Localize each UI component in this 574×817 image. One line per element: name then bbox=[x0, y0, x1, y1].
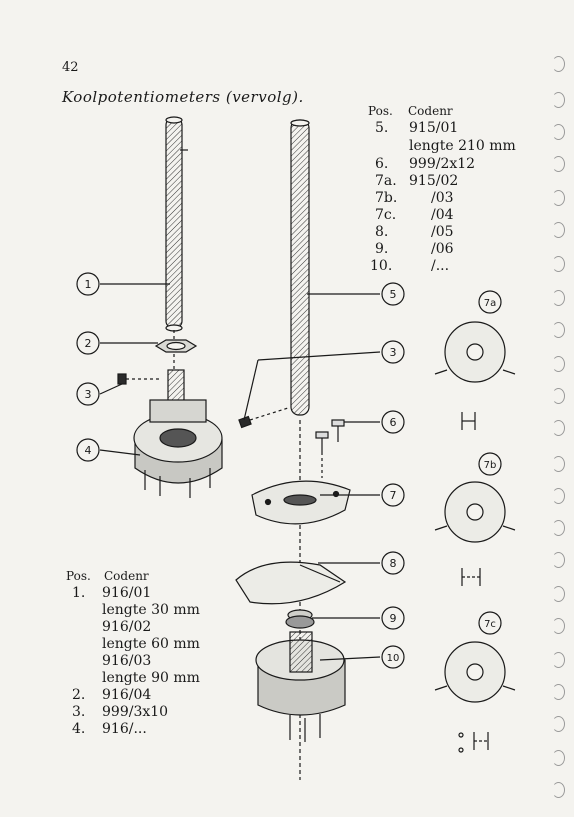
row-pos: 7b. bbox=[375, 190, 398, 206]
row-code: 916/04 bbox=[102, 687, 152, 703]
row-pos: 7c. bbox=[375, 207, 397, 223]
row-code: 915/02 bbox=[409, 173, 459, 189]
row-code: 916/01 bbox=[102, 585, 152, 601]
callout-label: 4 bbox=[84, 444, 92, 457]
row-code: /06 bbox=[431, 241, 454, 257]
page-title: Koolpotentiometers (vervolg). bbox=[62, 88, 304, 106]
row-pos: 10. bbox=[370, 258, 393, 274]
row-pos: 5. bbox=[375, 120, 389, 136]
variant-7b-view bbox=[435, 482, 515, 586]
binder-holes bbox=[548, 0, 568, 817]
row-code: 916/... bbox=[102, 721, 147, 737]
row-pos: 8. bbox=[375, 224, 389, 240]
callout-label: 5 bbox=[389, 288, 397, 301]
callout-label: 7b bbox=[483, 460, 497, 471]
contact-spring bbox=[286, 610, 314, 628]
short-spindle bbox=[166, 117, 188, 331]
page-number: 42 bbox=[62, 60, 79, 75]
callout-label: 6 bbox=[389, 416, 397, 429]
row-code: 916/03 bbox=[102, 653, 152, 669]
row-pos: 6. bbox=[375, 156, 389, 172]
row-code: 999/3x10 bbox=[102, 704, 169, 720]
row-code: /03 bbox=[431, 190, 454, 206]
small-screw bbox=[118, 374, 160, 384]
bottom-table-header-pos: Pos. bbox=[66, 569, 91, 583]
callout-label: 8 bbox=[389, 557, 397, 570]
callout-label: 9 bbox=[389, 612, 397, 625]
potentiometer-body-small bbox=[134, 370, 222, 498]
row-code: 915/01 bbox=[409, 120, 459, 136]
variant-7a-view bbox=[435, 322, 515, 430]
variant-7c-view bbox=[435, 642, 515, 752]
row-code: lengte 90 mm bbox=[102, 670, 200, 686]
row-code: lengte 210 mm bbox=[409, 138, 516, 154]
callout-label: 3 bbox=[389, 346, 397, 359]
mounting-plate bbox=[252, 481, 350, 524]
row-code: 916/02 bbox=[102, 619, 152, 635]
top-table-header-pos: Pos. bbox=[368, 104, 393, 118]
top-table-header-code: Codenr bbox=[408, 104, 453, 118]
callout-label: 1 bbox=[84, 278, 92, 291]
hex-nut bbox=[156, 340, 196, 352]
row-code: 999/2x12 bbox=[409, 156, 476, 172]
resistance-disc bbox=[236, 562, 345, 604]
row-pos: 7a. bbox=[375, 173, 397, 189]
row-pos: 4. bbox=[72, 721, 86, 737]
row-code: lengte 60 mm bbox=[102, 636, 200, 652]
row-code: /04 bbox=[431, 207, 454, 223]
row-pos: 1. bbox=[72, 585, 86, 601]
callout-label: 7c bbox=[484, 619, 496, 630]
row-pos: 3. bbox=[72, 704, 86, 720]
row-code: /05 bbox=[431, 224, 454, 240]
callout-label: 7 bbox=[389, 489, 397, 502]
callout-label: 10 bbox=[386, 653, 400, 664]
long-spindle bbox=[291, 120, 309, 415]
callout-label: 2 bbox=[84, 337, 92, 350]
row-code: lengte 30 mm bbox=[102, 602, 200, 618]
bottom-table-header-code: Codenr bbox=[104, 569, 149, 583]
row-code: /... bbox=[431, 258, 450, 274]
row-pos: 2. bbox=[72, 687, 86, 703]
screws-pair bbox=[316, 420, 344, 478]
callout-label: 3 bbox=[84, 388, 92, 401]
potentiometer-body-large bbox=[256, 632, 345, 742]
row-pos: 9. bbox=[375, 241, 389, 257]
callout-label: 7a bbox=[483, 298, 497, 309]
